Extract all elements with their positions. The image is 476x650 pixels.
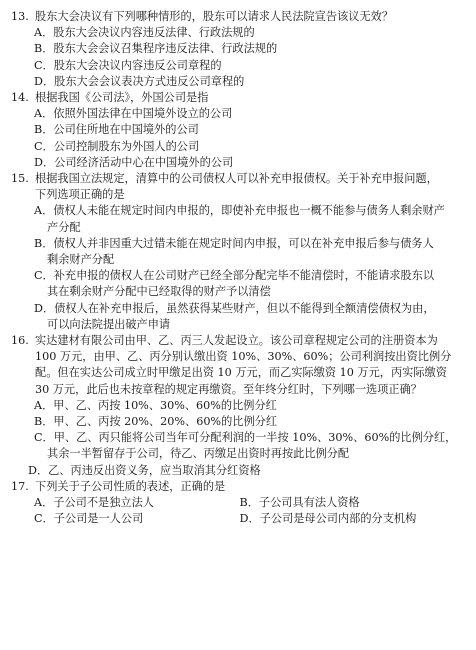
question-stem-line: 100 万元，由甲、乙、丙分别认缴出资 10%、30%、60%；公司利润按出资比例分 <box>35 350 452 364</box>
question-number: 14. <box>11 91 29 105</box>
option-15-c <box>11 268 468 284</box>
question-stem-line: 配。但在实达公司成立时甲缴足出资 10 万元，而乙实际缴资 10 万元，丙实际缴资 <box>35 366 447 380</box>
option-15-b-cont: 剩余财产分配 <box>47 253 115 267</box>
question-stem: 股东大会决议有下列哪种情形的，股东可以请求人民法院宣告该议无效？ <box>35 10 394 23</box>
question-number: 15. <box>11 172 29 186</box>
option-14-c: C．公司控制股东为外国人的公司 <box>34 139 200 153</box>
question-number: 17. <box>11 479 29 493</box>
option-15-b <box>11 236 468 252</box>
option-row <box>11 495 468 511</box>
option-line: D．债权人在补充申报后，虽然获得某些财产，但以不能得到全额清偿债权为由， <box>34 301 435 315</box>
question-stem: 下列关于子公司性质的表述，正确的是 <box>35 479 226 493</box>
question-16 <box>11 333 468 398</box>
question-stem-line: 30 万元，此后也未按章程的规定再缴资。至年终分红时，下列哪一选项正确？ <box>35 382 422 396</box>
option-row <box>11 511 468 527</box>
option-13-b: B．股东大会会议召集程序违反法律、行政法规的 <box>34 42 278 56</box>
question-stem-line: 下列选项正确的是 <box>35 188 125 202</box>
option-17-a: A．子公司不是独立法人 <box>34 496 154 510</box>
option-13-c: C．股东大会决议内容违反公司章程的 <box>34 58 222 72</box>
option-17-b: B．子公司具有法人资格 <box>239 496 360 510</box>
question-17 <box>11 479 468 495</box>
question-number: 13. <box>11 10 29 23</box>
option-14-d: D．公司经济活动中心在中国境外的公司 <box>34 155 234 169</box>
option-14-a: A．依照外国法律在中国境外设立的公司 <box>34 107 233 121</box>
question-14 <box>11 90 468 106</box>
question-15 <box>11 171 468 203</box>
option-line: A．债权人未能在规定时间内申报的，即使补充申报也一概不能参与债务人剩余财产 <box>34 204 445 218</box>
option-15-c-cont: 其在剩余财产分配中已经取得的财产予以清偿 <box>47 285 271 299</box>
option-16-c: C．甲、乙、丙只能将公司当年可分配利润的一半按 10%、30%、60%的比例分红， <box>34 431 457 445</box>
question-stem-line: 实达建材有限公司由甲、乙、丙三人发起设立。该公司章程规定公司的注册资本为 <box>35 334 438 348</box>
question-13 <box>11 9 468 25</box>
option-line: B．债权人并非因重大过错未能在规定时间内申报，可以在补充申报后参与债务人 <box>34 236 434 250</box>
option-16-a: A．甲、乙、丙按 10%、30%、60%的比例分红 <box>34 398 277 412</box>
option-14-b: B．公司住所地在中国境外的公司 <box>34 123 199 137</box>
question-stem-line: 根据我国立法规定，清算中的公司债权人可以补充申报债权。关于补充申报问题， <box>35 172 438 186</box>
option-16-d: D．乙、丙违反出资义务，应当取消其分红资格 <box>28 463 261 477</box>
option-15-a <box>11 203 468 219</box>
option-13-a: A．股东大会决议内容违反法律、行政法规的 <box>34 26 255 40</box>
option-line: C．补充申报的债权人在公司财产已经全部分配完毕不能清偿时，不能请求股东以 <box>34 269 435 283</box>
option-16-b: B．甲、乙、丙按 20%、20%、60%的比例分红 <box>34 415 278 429</box>
option-15-d <box>11 301 468 317</box>
option-15-d-cont: 可以向法院提出破产申请 <box>47 317 171 331</box>
option-17-d: D．子公司是母公司内部的分支机构 <box>239 512 417 526</box>
option-17-c: C．子公司是一人公司 <box>34 512 144 526</box>
question-stem: 根据我国《公司法》，外国公司是指 <box>35 91 209 105</box>
option-16-c-cont: 其余一半暂留存于公司，待乙、丙缴足出资时再按此比例分配 <box>47 447 350 461</box>
question-number: 16. <box>11 334 29 348</box>
option-13-d: D．股东大会会议表决方式违反公司章程的 <box>34 74 245 88</box>
option-15-a-cont: 产分配 <box>47 220 81 234</box>
